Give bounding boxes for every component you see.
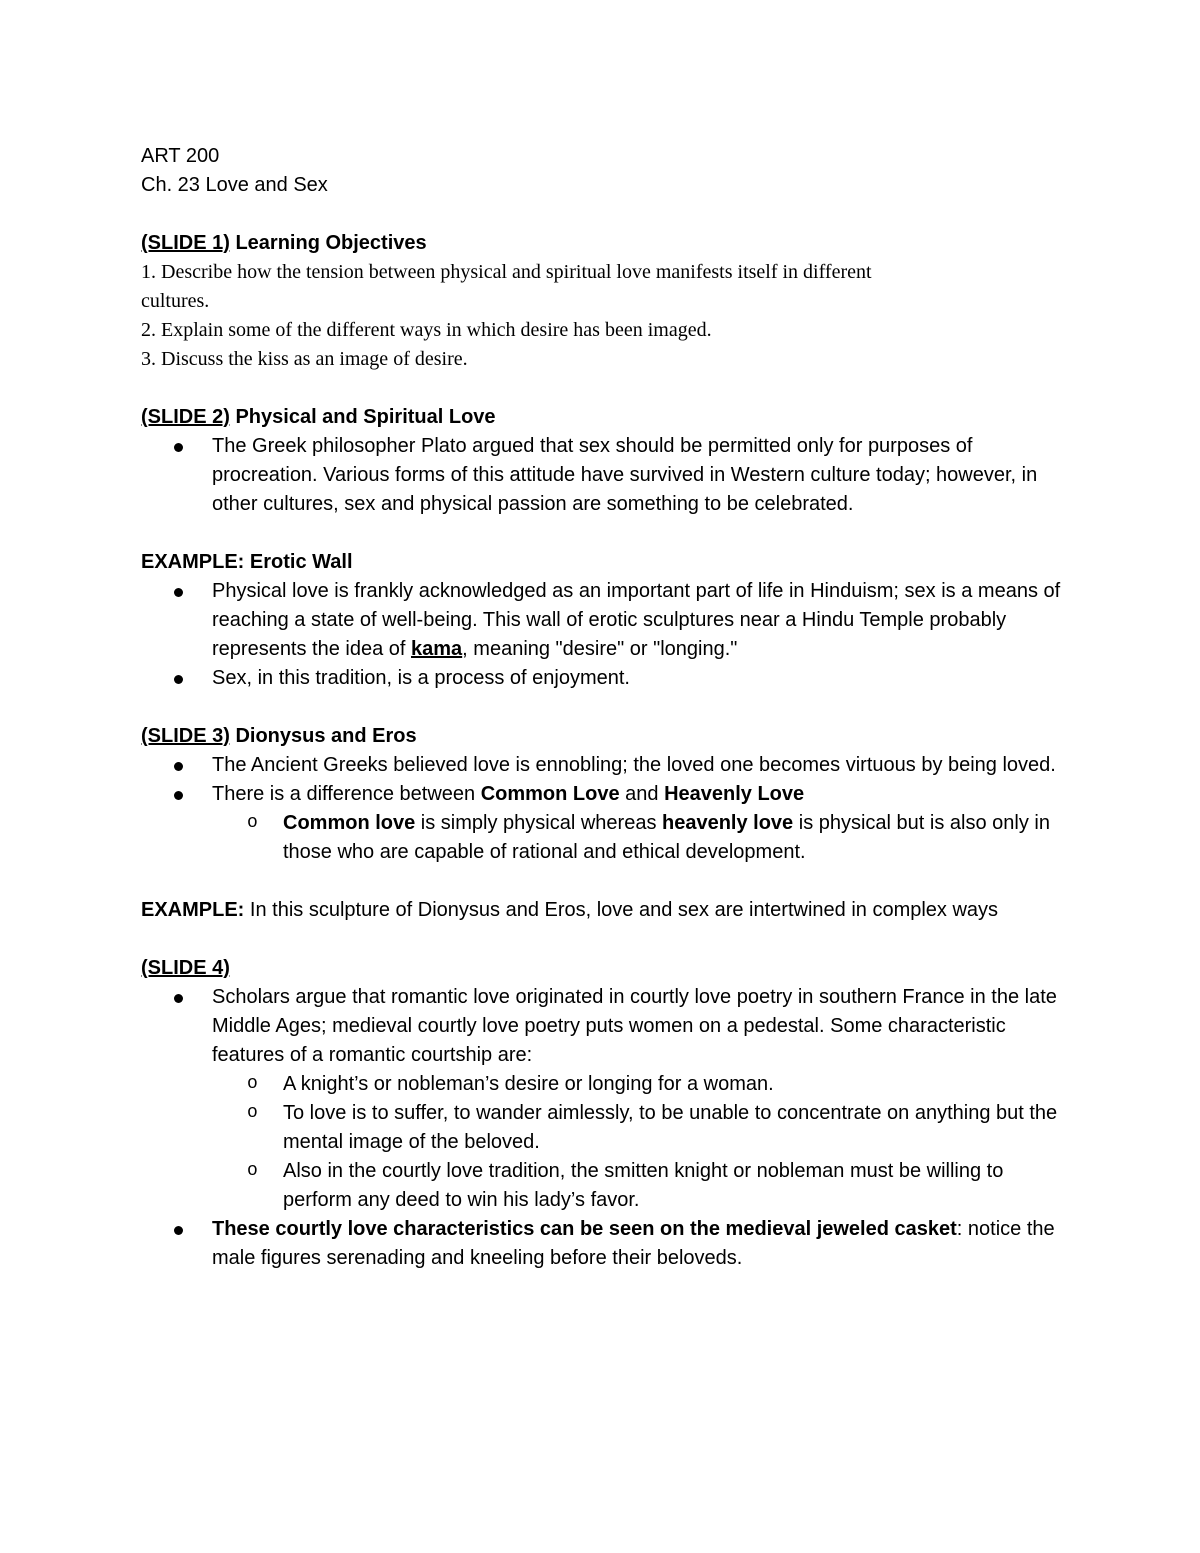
circle-bullet-icon: o: [247, 1103, 258, 1123]
objective-2: 2. Explain some of the different ways in which desire has been imaged.: [141, 319, 712, 341]
list-item: [141, 577, 1071, 664]
bullet-text: There is a difference between: [212, 783, 481, 805]
example2-label: EXAMPLE:: [141, 899, 245, 921]
bullet-icon: [174, 791, 183, 800]
course-title: ART 200: [141, 145, 220, 167]
slide2-heading: [141, 403, 1071, 432]
slide1-tag: (SLIDE 1): [141, 232, 230, 254]
bullet-text: Sex, in this tradition, is a process of enjoyment.: [212, 667, 630, 689]
bullet-text: : notice the male figures serenading and kneeling before their beloveds.: [212, 1218, 1055, 1269]
spacer: [141, 925, 1071, 954]
example2-paragraph: [141, 896, 1071, 925]
bullet-text: Scholars argue that romantic love originated in courtly love poetry in southern France in the late Middle Ages; medieval courtly love poetry puts women on a pedestal. Some characteristic features of a romantic courtship are:: [212, 986, 1057, 1066]
list-item: [141, 751, 1071, 780]
heavenly-love-term: heavenly love: [662, 812, 794, 834]
bullet-text: Physical love is frankly acknowledged as an important part of life in Hinduism; sex is a means of reaching a state of well-being. This wall of erotic sculptures near a Hindu Temple probably represents the idea of: [212, 580, 1061, 660]
sub-text: is physical but is also only in those who are capable of rational and ethical development.: [283, 812, 1050, 863]
slide1-heading: [141, 229, 1071, 258]
spacer: [141, 693, 1071, 722]
sub-list-item: [212, 1157, 1071, 1215]
circle-bullet-icon: o: [247, 1161, 258, 1181]
example1-heading: EXAMPLE: Erotic Wall: [141, 551, 353, 573]
slide2-tag: (SLIDE 2): [141, 406, 230, 428]
bullet-icon: [174, 675, 183, 684]
circle-bullet-icon: o: [247, 1074, 258, 1094]
bullet-icon: [174, 994, 183, 1003]
sub-text: To love is to suffer, to wander aimlessly, to be unable to concentrate on anything but the mental image of the beloved.: [283, 1102, 1058, 1153]
list-item: [141, 664, 1071, 693]
list-item: [141, 983, 1071, 1215]
slide3-heading: [141, 722, 1071, 751]
slide3-tag: (SLIDE 3): [141, 725, 230, 747]
bullet-text: The Ancient Greeks believed love is ennobling; the loved one becomes virtuous by being loved.: [212, 754, 1056, 776]
kama-term: kama: [411, 638, 463, 660]
circle-bullet-icon: o: [247, 813, 258, 833]
spacer: [141, 867, 1071, 896]
example1-bullet-list: [141, 577, 1071, 693]
list-item: [141, 432, 1071, 519]
common-love-term: Common Love: [480, 783, 620, 805]
slide4-heading: [141, 954, 1071, 983]
objective-1-line1: 1. Describe how the tension between physical and spiritual love manifests itself in different: [141, 261, 872, 283]
bullet-icon: [174, 443, 183, 452]
bullet-icon: [174, 588, 183, 597]
spacer: [141, 374, 1071, 403]
objective-1: [141, 258, 1071, 316]
sub-list-item: [212, 1070, 1071, 1099]
bullet-icon: [174, 762, 183, 771]
sub-list-item: [212, 1099, 1071, 1157]
chapter-title: Ch. 23 Love and Sex: [141, 174, 328, 196]
slide3-bullet-list: [141, 751, 1071, 867]
objective-1-line2: cultures.: [141, 290, 210, 312]
slide4-bullet-list: [141, 983, 1071, 1273]
spacer: [141, 519, 1071, 548]
sub-text: A knight’s or nobleman’s desire or longing for a woman.: [283, 1073, 774, 1095]
casket-statement: These courtly love characteristics can be seen on the medieval jeweled casket: [212, 1218, 957, 1240]
list-item: [141, 780, 1071, 867]
slide1-title: Learning Objectives: [229, 232, 427, 254]
bullet-text: The Greek philosopher Plato argued that sex should be permitted only for purposes of procreation. Various forms of this attitude have survived in Western culture today; however, in other cultures, sex and physical passion are something to be celebrated.: [212, 435, 1038, 515]
slide2-title: Physical and Spiritual Love: [229, 406, 496, 428]
common-love-term: Common love: [283, 812, 416, 834]
sub-text: Also in the courtly love tradition, the smitten knight or nobleman must be willing to perform any deed to win his lady’s favor.: [283, 1160, 1004, 1211]
bullet-text: and: [619, 783, 665, 805]
spacer: [141, 200, 1071, 229]
slide4-tag: (SLIDE 4): [141, 957, 230, 979]
objective-3: 3. Discuss the kiss as an image of desire.: [141, 348, 468, 370]
sub-text: is simply physical whereas: [415, 812, 662, 834]
list-item: [141, 1215, 1071, 1273]
heavenly-love-term: Heavenly Love: [664, 783, 805, 805]
sub-list-item: [212, 809, 1071, 867]
slide3-title: Dionysus and Eros: [229, 725, 417, 747]
example2-text: In this sculpture of Dionysus and Eros, love and sex are intertwined in complex ways: [244, 899, 999, 921]
bullet-icon: [174, 1226, 183, 1235]
document-page: [141, 142, 1071, 1273]
slide3-sub-list: [212, 809, 1071, 867]
bullet-text: , meaning "desire" or "longing.": [462, 638, 738, 660]
slide2-bullet-list: [141, 432, 1071, 519]
slide4-sub-list: [212, 1070, 1071, 1215]
